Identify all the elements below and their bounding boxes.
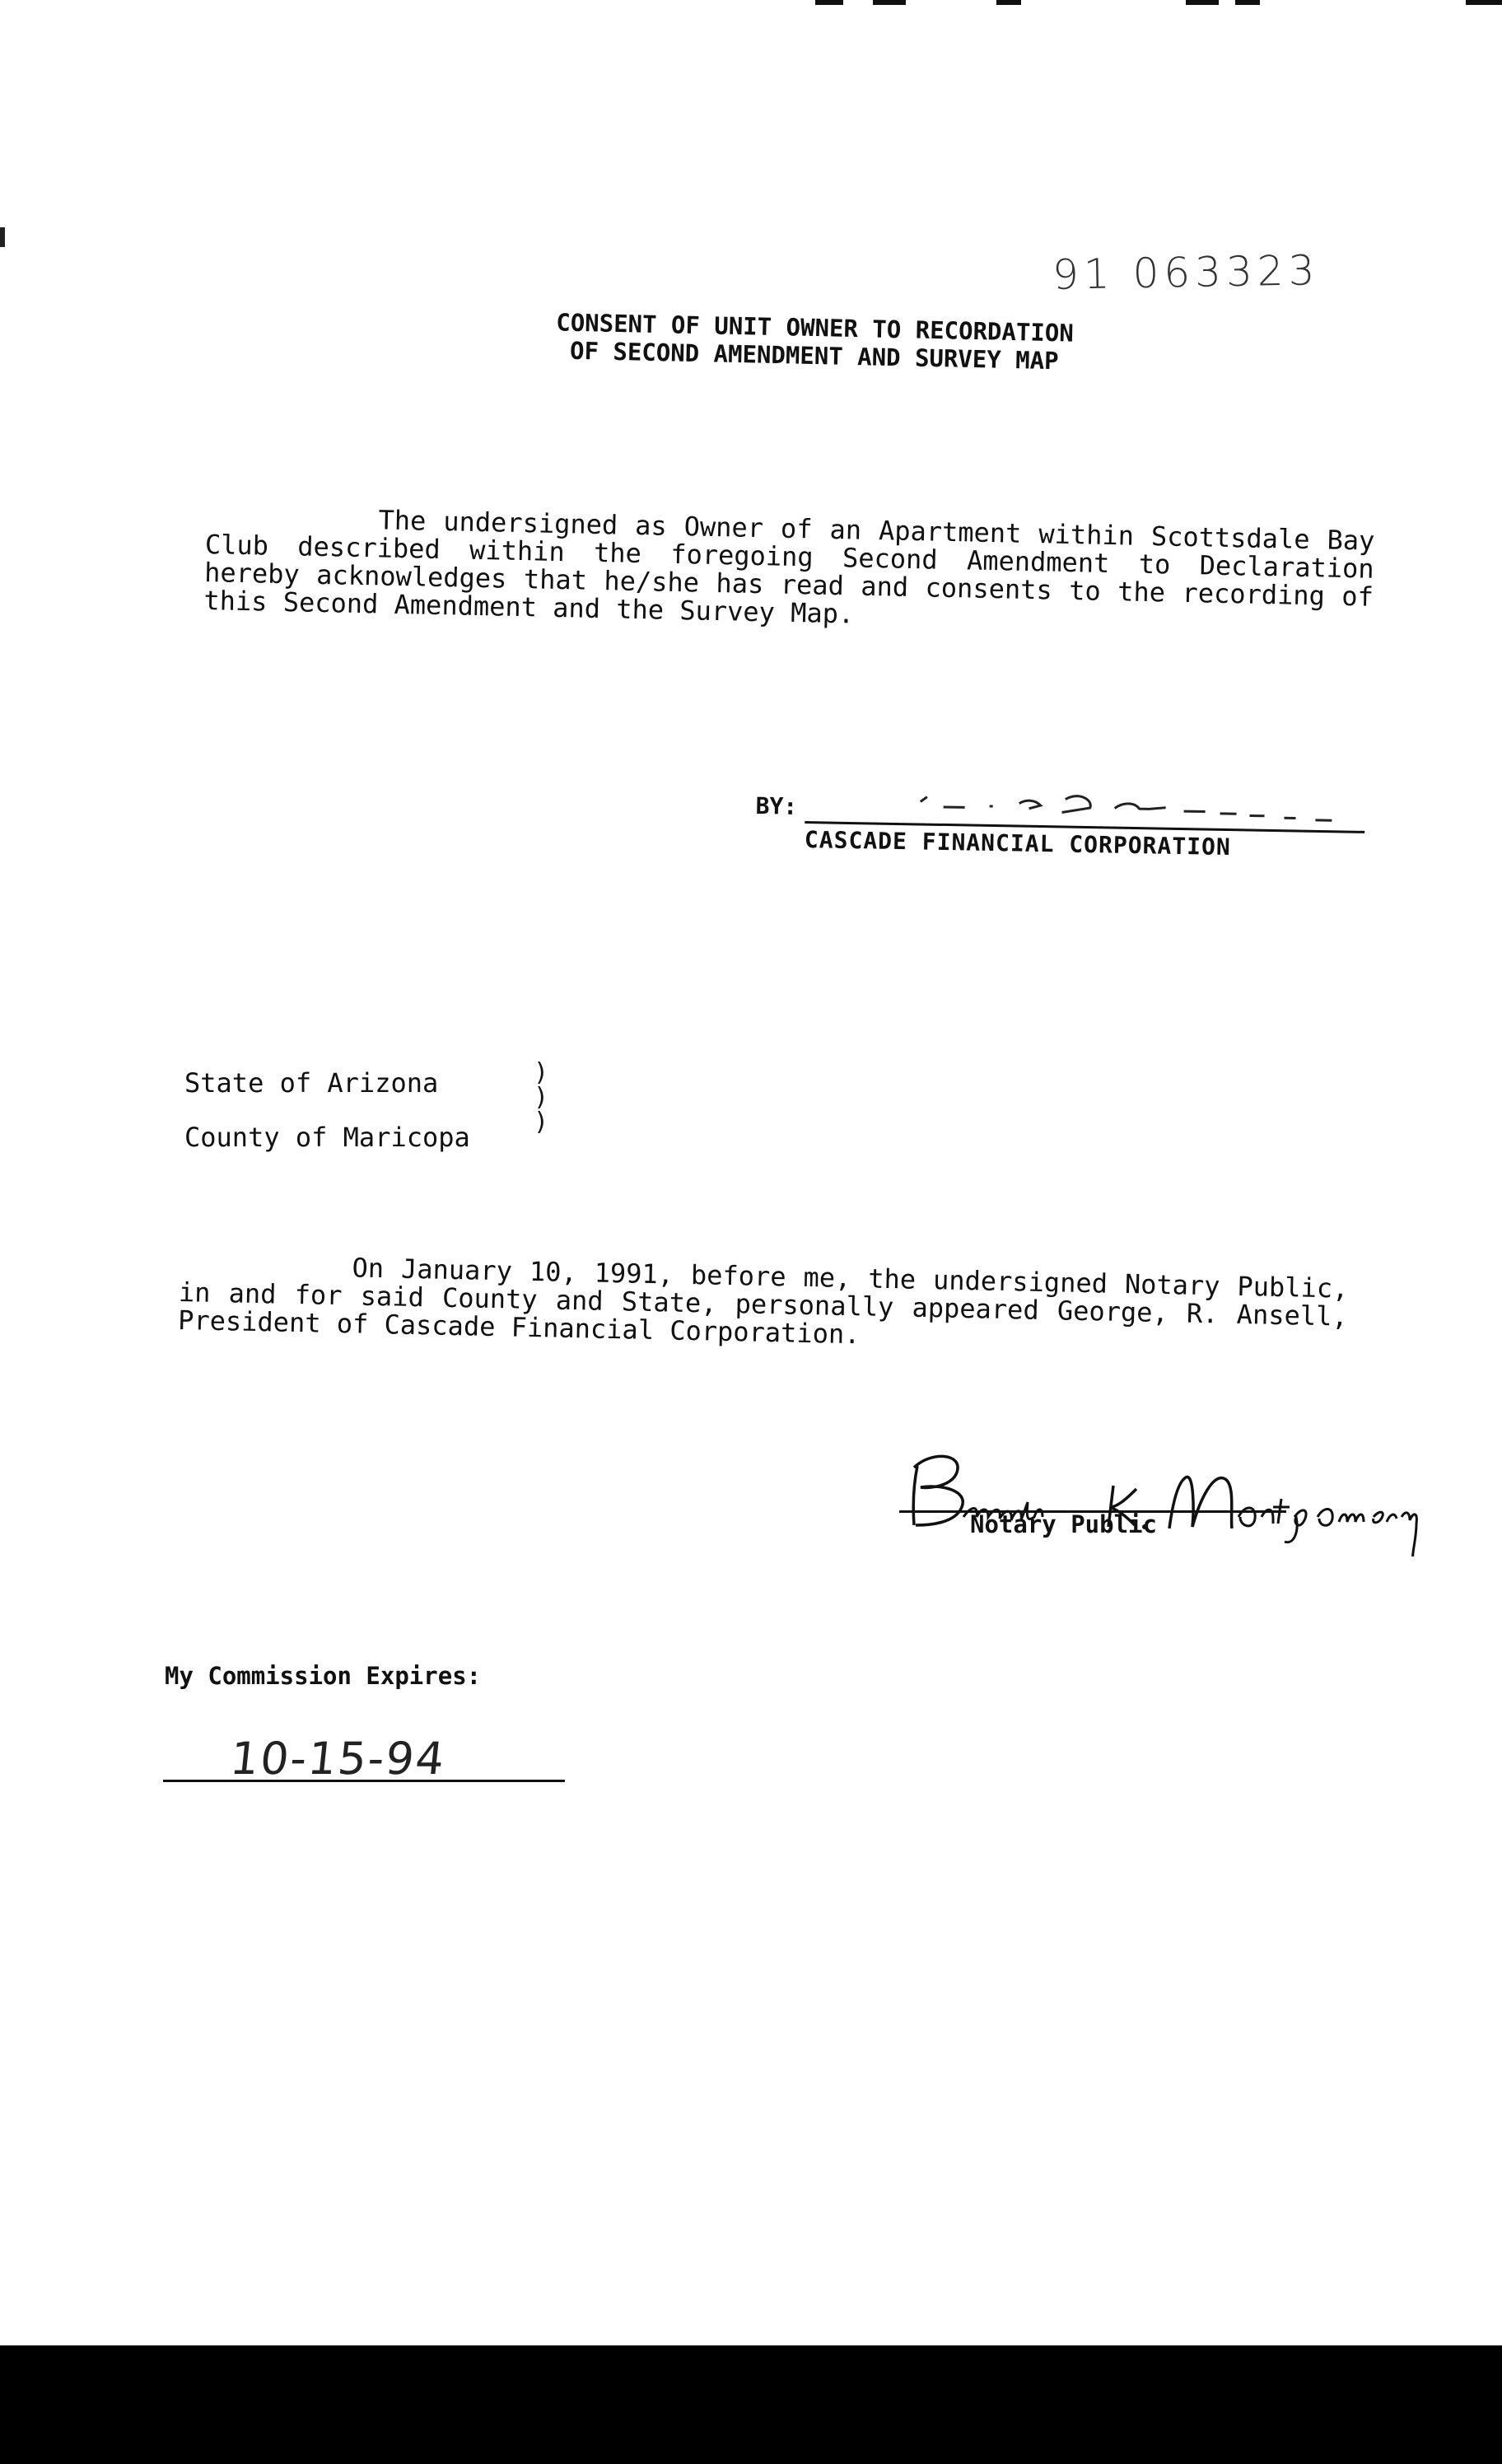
consent-paragraph-block (203, 502, 1375, 639)
notary-paragraph: On January 10, 1991, before me, the undersigned Notary Public, in and for said County and State, personally appeared George, R. Ansell, President of Cascade Financial Corporation. (177, 1252, 1349, 1351)
commission-label: My Commission Expires: (165, 1662, 482, 1690)
document-title (460, 306, 1169, 377)
state-line: State of Arizona (184, 1067, 439, 1099)
company-name: CASCADE FINANCIAL CORPORATION (804, 826, 1232, 861)
notary-label: Notary Public (970, 1510, 1157, 1538)
commission-date: 10-15-94 (227, 1733, 449, 1785)
scan-bottom-edge (0, 2345, 1502, 2464)
scan-top-edge (0, 0, 1502, 7)
signature-by-block (755, 789, 1439, 866)
venue-block (184, 1056, 470, 1164)
notary-signature-block (889, 1425, 1499, 1565)
title-line-1: CONSENT OF UNIT OWNER TO RECORDATION (555, 308, 1075, 348)
consent-paragraph: The undersigned as Owner of an Apartment within Scottsdale Bay Club described within the foregoing Second Amendment to Declaration hereby acknowledges that he/she has read and consents to the recording of this Second Amendment and the Survey Map. (203, 504, 1375, 630)
by-label: BY: (755, 791, 798, 820)
document-number: 91 063323 (1052, 246, 1320, 299)
county-line: County of Maricopa (184, 1122, 470, 1153)
notary-paragraph-block (178, 1250, 1349, 1359)
scan-margin-mark (0, 227, 5, 247)
title-line-2: OF SECOND AMENDMENT AND SURVEY MAP (569, 336, 1059, 376)
venue-brackets: ) ) ) (534, 1058, 549, 1136)
commission-date-line (163, 1780, 565, 1782)
